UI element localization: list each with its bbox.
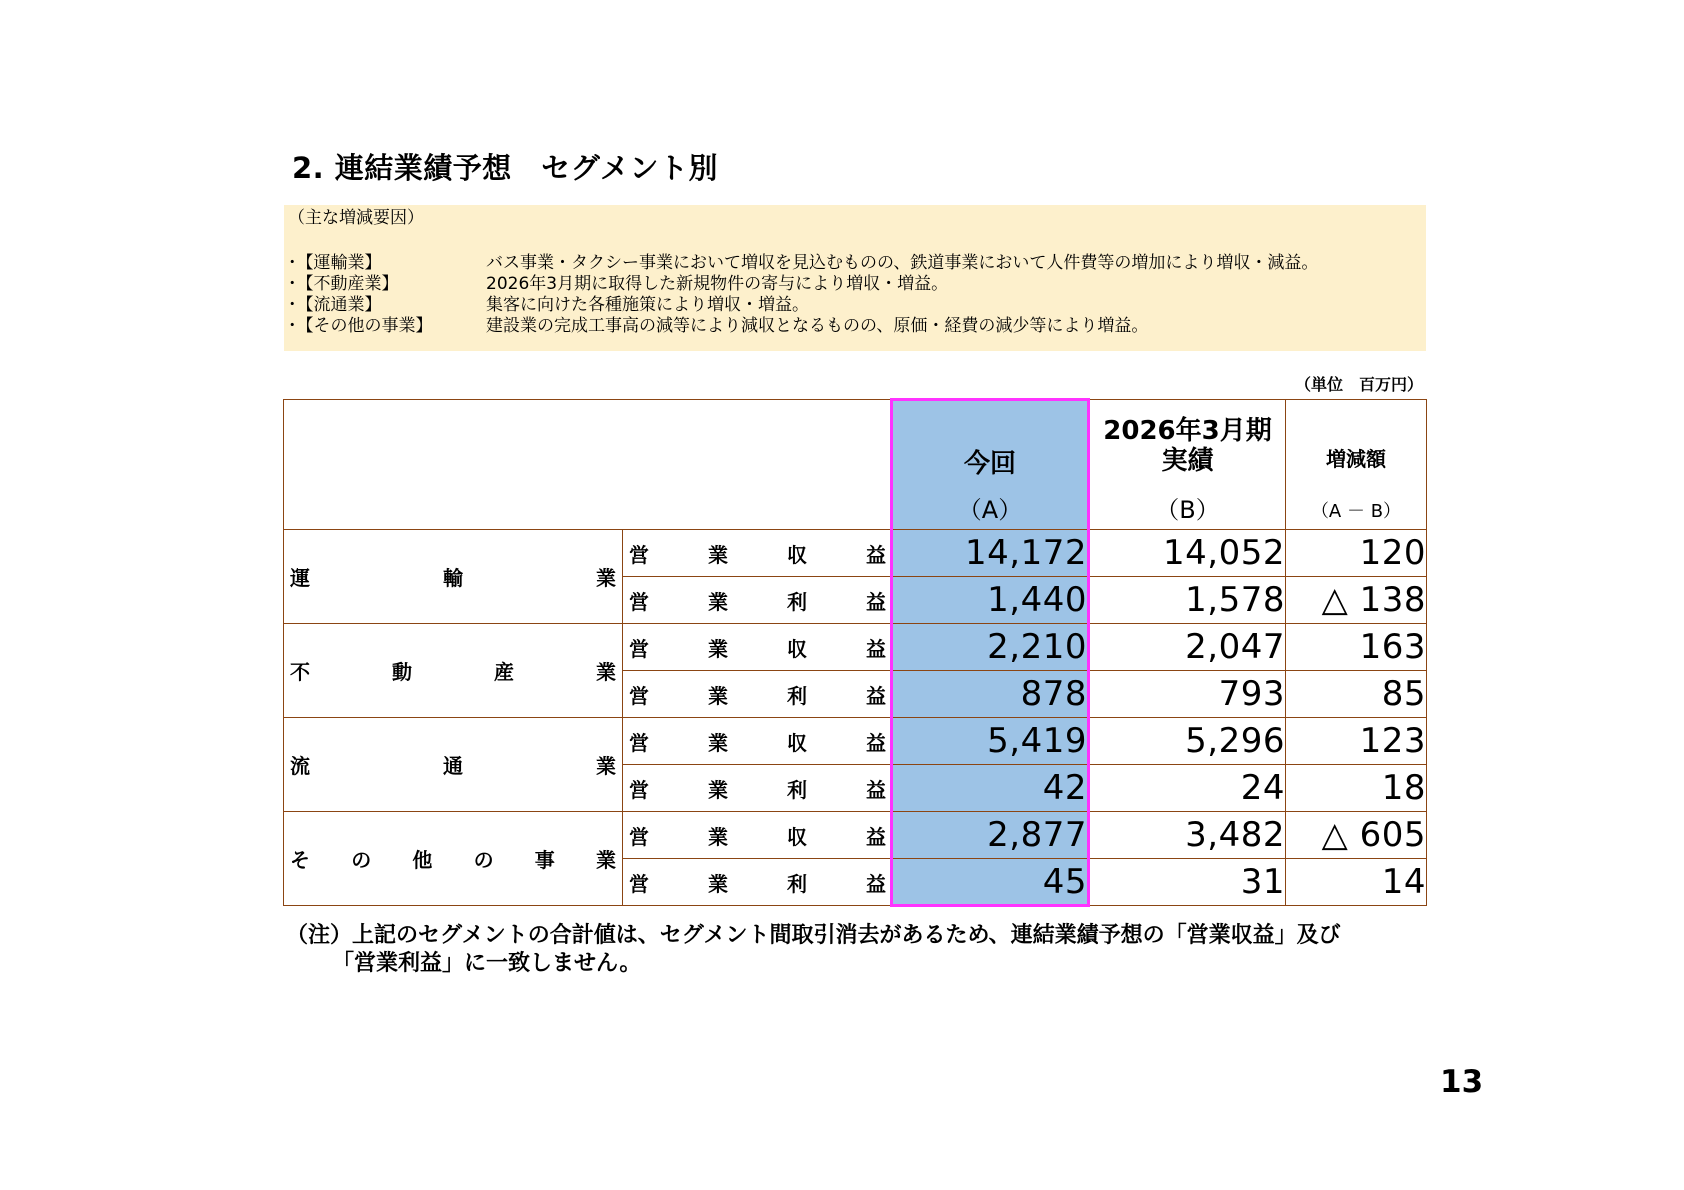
factor-text: 建設業の完成工事高の減等により減収となるものの、原価・経費の減少等により増益。: [486, 316, 1149, 336]
factor-text: 集客に向けた各種施策により増収・増益。: [486, 295, 809, 315]
factor-row: [288, 316, 1148, 337]
item-cell: [623, 859, 892, 906]
table-row: [284, 624, 1427, 671]
table-row: [284, 812, 1427, 859]
item-label-char: 業: [708, 777, 728, 802]
header-blank-cell: [284, 400, 892, 530]
segment-name-char: 業: [596, 566, 616, 590]
factor-label: ･【流通業】: [288, 295, 382, 315]
value-prior-actual: 14,052: [1089, 530, 1286, 577]
segment-name: [284, 562, 622, 591]
segment-name-char: の: [473, 848, 494, 872]
item-label-char: 業: [708, 683, 728, 708]
item-label-char: 営: [629, 589, 649, 614]
item-label-char: 営: [629, 871, 649, 896]
table-row: [284, 718, 1427, 765]
header-a-code: （A）: [957, 496, 1023, 524]
item-label-char: 収: [787, 824, 807, 849]
segment-name-char: 他: [412, 848, 433, 872]
segment-name: [284, 844, 622, 873]
value-prior-actual: 793: [1089, 671, 1286, 718]
footnote-line-2: 「営業利益」に一致しません。: [332, 951, 642, 976]
footnote: [286, 922, 1341, 978]
item-cell: [623, 765, 892, 812]
segment-name-char: 動: [392, 660, 412, 684]
table-row: [284, 530, 1427, 577]
segment-name-char: の: [351, 848, 372, 872]
item-label-char: 益: [866, 824, 886, 849]
value-change: 18: [1286, 765, 1427, 812]
item-label-char: 営: [629, 542, 649, 567]
value-prior-actual: 5,296: [1089, 718, 1286, 765]
value-change: 120: [1286, 530, 1427, 577]
header-c-code: （A － B）: [1310, 501, 1402, 522]
item-label-char: 益: [866, 542, 886, 567]
value-change: 123: [1286, 718, 1427, 765]
segment-name-char: 産: [494, 660, 514, 684]
value-prior-actual: 2,047: [1089, 624, 1286, 671]
item-label-char: 益: [866, 871, 886, 896]
item-label-char: 益: [866, 589, 886, 614]
segment-name-char: 通: [443, 754, 463, 778]
segment-name: [284, 656, 622, 685]
item-cell: [623, 624, 892, 671]
segment-name-char: 輸: [443, 566, 463, 590]
item-label: [623, 586, 890, 615]
item-label: [623, 821, 890, 850]
item-label: [623, 633, 890, 662]
factor-text: バス事業・タクシー事業において増収を見込むものの、鉄道事業において人件費等の増加により増収・減益。: [486, 253, 1319, 273]
item-label-char: 益: [866, 636, 886, 661]
item-label-char: 利: [787, 871, 807, 896]
header-b-title: 2026年3月期 実績: [1103, 416, 1272, 476]
value-prior-actual: 1,578: [1089, 577, 1286, 624]
item-label-char: 営: [629, 636, 649, 661]
value-change: 163: [1286, 624, 1427, 671]
item-label-char: 業: [708, 542, 728, 567]
item-label-char: 益: [866, 777, 886, 802]
header-c-title: 増減額: [1326, 447, 1386, 471]
segment-name-cell: [284, 812, 623, 906]
footnote-line-1: （注）上記のセグメントの合計値は、セグメント間取引消去があるため、連結業績予想の「営業収益」及び: [286, 923, 1341, 948]
value-change: 85: [1286, 671, 1427, 718]
header-a-title: 今回: [963, 449, 1016, 479]
item-label-char: 利: [787, 777, 807, 802]
item-label-char: 営: [629, 824, 649, 849]
item-label-char: 営: [629, 777, 649, 802]
change-factors-box: [284, 205, 1426, 351]
value-change: △ 138: [1286, 577, 1427, 624]
segment-name-char: 不: [290, 660, 310, 684]
item-label-char: 益: [866, 730, 886, 755]
item-label-char: 業: [708, 871, 728, 896]
item-label-char: 営: [629, 683, 649, 708]
value-current-forecast: 45: [892, 859, 1089, 906]
value-current-forecast: 878: [892, 671, 1089, 718]
segment-name-char: 業: [596, 754, 616, 778]
header-b-code: （B）: [1155, 496, 1220, 524]
factor-label: ･【不動産業】: [288, 274, 399, 294]
header-current-forecast: [892, 400, 1089, 530]
value-current-forecast: 2,877: [892, 812, 1089, 859]
segment-name-char: 業: [595, 848, 616, 872]
factors-heading: （主な増減要因）: [288, 208, 424, 228]
item-label-char: 利: [787, 589, 807, 614]
value-prior-actual: 24: [1089, 765, 1286, 812]
header-prior-actual: [1089, 400, 1286, 530]
item-label: [623, 774, 890, 803]
segment-name-char: 事: [534, 848, 555, 872]
value-change: 14: [1286, 859, 1427, 906]
value-current-forecast: 1,440: [892, 577, 1089, 624]
value-prior-actual: 3,482: [1089, 812, 1286, 859]
segment-name-cell: [284, 624, 623, 718]
value-prior-actual: 31: [1089, 859, 1286, 906]
segment-name-char: 業: [596, 660, 616, 684]
item-label: [623, 868, 890, 897]
item-label-char: 営: [629, 730, 649, 755]
segment-forecast-table: [283, 398, 1427, 907]
item-label-char: 収: [787, 730, 807, 755]
value-current-forecast: 2,210: [892, 624, 1089, 671]
item-label-char: 業: [708, 824, 728, 849]
segment-name-char: 流: [290, 754, 310, 778]
item-label: [623, 727, 890, 756]
item-label-char: 業: [708, 730, 728, 755]
item-label: [623, 680, 890, 709]
item-cell: [623, 812, 892, 859]
segment-name-cell: [284, 718, 623, 812]
item-cell: [623, 577, 892, 624]
segment-name-char: そ: [290, 848, 310, 872]
item-label-char: 利: [787, 683, 807, 708]
item-label-char: 収: [787, 636, 807, 661]
header-row: [284, 400, 1427, 530]
item-cell: [623, 530, 892, 577]
item-cell: [623, 671, 892, 718]
page-number: 13: [1440, 1064, 1484, 1100]
factor-text: 2026年3月期に取得した新規物件の寄与により増収・増益。: [486, 274, 949, 294]
factor-row: [288, 253, 1318, 274]
factor-row: [288, 295, 809, 316]
header-change: [1286, 400, 1427, 530]
value-current-forecast: 5,419: [892, 718, 1089, 765]
item-label-char: 業: [708, 589, 728, 614]
item-label-char: 益: [866, 683, 886, 708]
item-cell: [623, 718, 892, 765]
value-current-forecast: 14,172: [892, 530, 1089, 577]
item-label: [623, 539, 890, 568]
segment-name: [284, 750, 622, 779]
factor-label: ･【運輸業】: [288, 253, 382, 273]
factor-row: [288, 274, 948, 295]
factor-label: ･【その他の事業】: [288, 316, 433, 336]
item-label-char: 収: [787, 542, 807, 567]
value-current-forecast: 42: [892, 765, 1089, 812]
unit-label: （単位 百万円）: [1294, 375, 1423, 394]
page-title: 2. 連結業績予想 セグメント別: [292, 151, 719, 185]
value-change: △ 605: [1286, 812, 1427, 859]
segment-name-char: 運: [290, 566, 310, 590]
segment-name-cell: [284, 530, 623, 624]
item-label-char: 業: [708, 636, 728, 661]
